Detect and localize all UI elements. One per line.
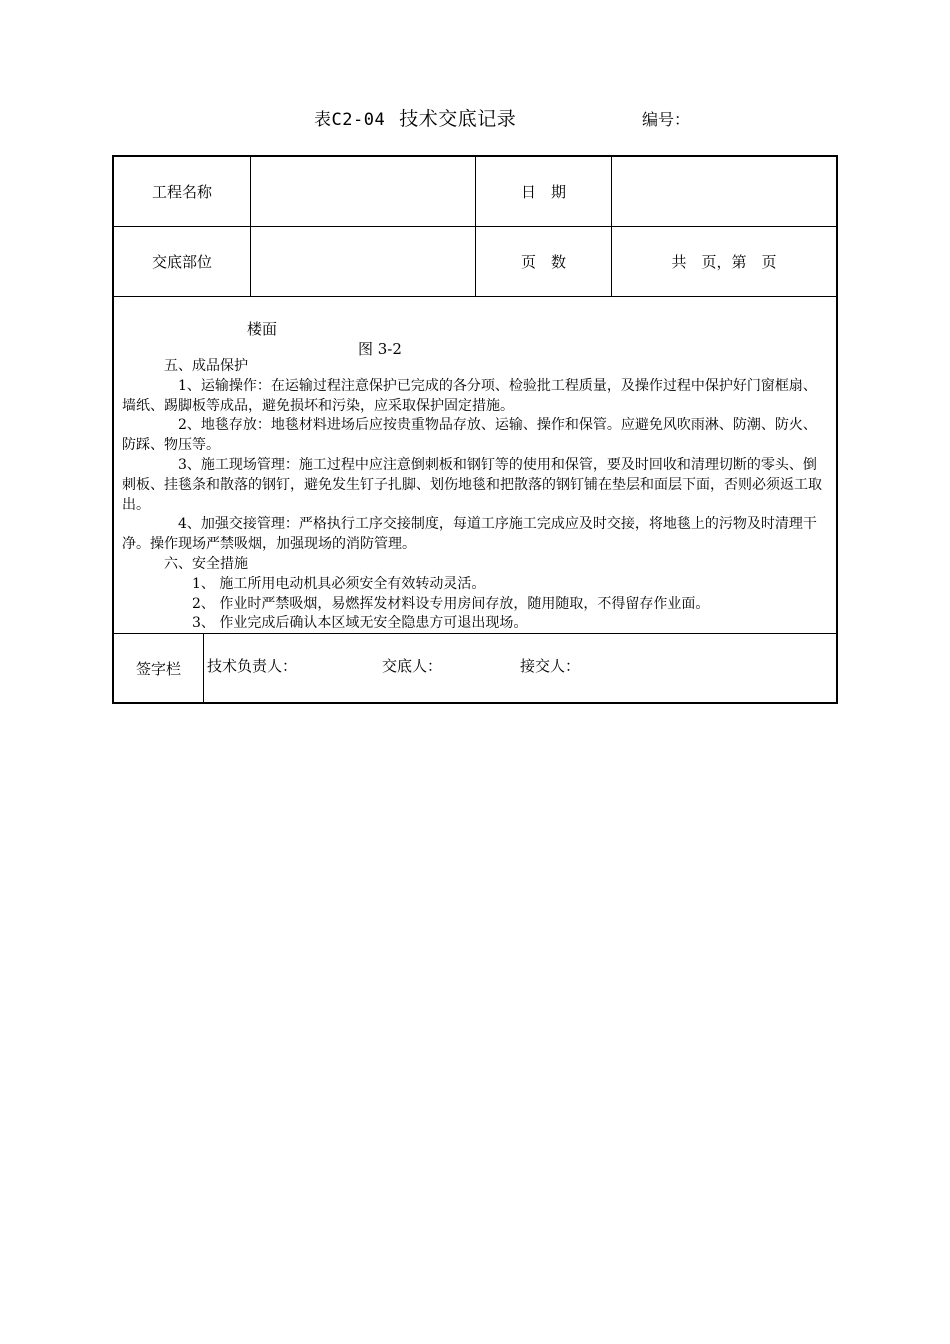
content-paragraph: 2、地毯存放：地毯材料进场后应按贵重物品存放、运输、操作和保管。应避免风吹雨淋、防潮、防火、防踩、物压等。 xyxy=(122,417,817,454)
project-name-label: 工程名称 xyxy=(151,183,212,201)
floor-label: 楼面 xyxy=(247,320,278,338)
safety-item: 3、 作业完成后确认本区域无安全隐患方可退出现场。 xyxy=(192,615,528,632)
content-paragraph: 3、施工现场管理：施工过程中应注意倒刺板和钢钉等的使用和保管，要及时回收和清理切断的零头、倒刺板、挂毯条和散落的钢钉，避免发生钉子扎脚、划伤地毯和把散落的钢钉铺在垫层和面层下面，否则必须返工取出。 xyxy=(122,456,822,513)
form-title-text: 技术交底记录 xyxy=(399,108,517,130)
section-heading-safety: 六、安全措施 xyxy=(164,555,248,572)
form-number-label: 编号： xyxy=(642,110,691,129)
header xyxy=(0,104,950,134)
disclosure-table xyxy=(112,155,838,704)
tech-lead-signature[interactable]: 技术负责人： xyxy=(207,657,298,675)
sign-divider xyxy=(203,633,204,702)
receiver-signature[interactable]: 接交人： xyxy=(520,657,581,675)
part-value[interactable] xyxy=(251,227,475,296)
safety-item: 2、 作业时严禁吸烟，易燃挥发材料设专用房间存放，随用随取，不得留存作业面。 xyxy=(192,595,710,612)
form-title xyxy=(314,104,516,131)
figure-caption: 图 3-2 xyxy=(358,340,402,358)
section-heading-protection: 五、成品保护 xyxy=(164,358,248,374)
discloser-signature[interactable]: 交底人： xyxy=(382,657,443,675)
project-name-value[interactable] xyxy=(251,157,475,226)
row-divider-2 xyxy=(114,296,836,297)
pages-label: 页 数 xyxy=(520,253,566,271)
safety-item: 1、 施工所用电动机具必须安全有效转动灵活。 xyxy=(192,575,486,592)
content-paragraph: 1、运输操作：在运输过程注意保护已完成的各分项、检验批工程质量，及操作过程中保护好门窗框扇、墙纸、踢脚板等成品，避免损坏和污染，应采取保护固定措施。 xyxy=(122,377,817,414)
date-label: 日 期 xyxy=(520,183,566,201)
content-paragraph: 4、加强交接管理：严格执行工序交接制度，每道工序施工完成应及时交接，将地毯上的污物及时清理干净。操作现场严禁吸烟，加强现场的消防管理。 xyxy=(122,516,817,553)
form-code: 表C2-04 xyxy=(314,110,386,130)
pages-value: 共 页，第 页 xyxy=(671,253,777,271)
part-label: 交底部位 xyxy=(151,253,212,271)
date-value[interactable] xyxy=(612,157,836,226)
disclosure-content xyxy=(122,357,830,634)
signature-label: 签字栏 xyxy=(135,659,181,678)
